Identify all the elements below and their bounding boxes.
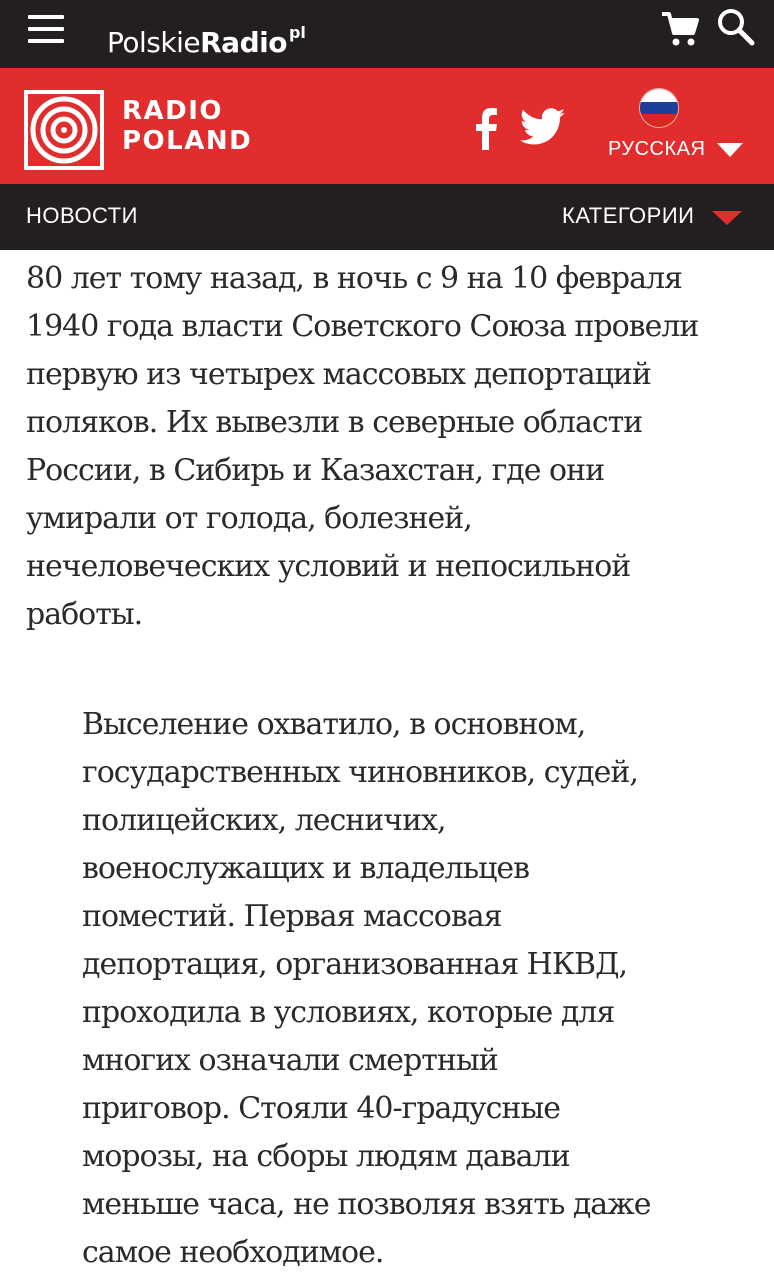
radio-poland-wordmark[interactable] xyxy=(122,96,252,156)
paragraph-line: многих означали смертный xyxy=(82,1043,498,1078)
logo-line-2: POLAND xyxy=(122,126,253,156)
paragraph-line: полицейских, лесничих, xyxy=(82,803,446,838)
language-selector[interactable] xyxy=(608,138,743,161)
article-paragraph-1 xyxy=(26,255,756,639)
paragraph-line: военослужащих и владельцев xyxy=(82,851,530,886)
chevron-down-icon xyxy=(712,211,742,225)
paragraph-line: морозы, на сборы людям давали xyxy=(82,1139,570,1174)
nav-categories-dropdown[interactable] xyxy=(562,203,742,229)
hamburger-menu-icon[interactable] xyxy=(28,15,64,43)
chevron-down-icon xyxy=(717,143,743,157)
twitter-icon[interactable] xyxy=(520,108,566,146)
paragraph-line: поместий. Первая массовая xyxy=(82,899,502,934)
category-nav xyxy=(0,184,774,250)
shopping-cart-icon[interactable] xyxy=(660,9,700,49)
paragraph-line: депортация, организованная НКВД, xyxy=(82,947,628,982)
language-label: РУССКАЯ xyxy=(608,138,706,160)
paragraph-line: первую из четырех массовых депортаций xyxy=(26,357,651,392)
paragraph-line: 80 лет тому назад, в ночь с 9 на 10 февраля xyxy=(26,261,682,296)
brand-sup-text: pl xyxy=(288,23,306,42)
paragraph-line: умирали от голода, болезней, xyxy=(26,501,472,536)
radio-poland-header xyxy=(0,68,774,184)
paragraph-line: государственных чиновников, судей, xyxy=(82,755,638,790)
brand-light-text: Polskie xyxy=(107,26,201,59)
polskie-radio-logo[interactable] xyxy=(107,15,306,61)
brand-bold-text: Radio xyxy=(200,26,287,59)
paragraph-line: меньше часа, не позволяя взять даже xyxy=(82,1187,651,1222)
article-blockquote xyxy=(82,701,762,1277)
nav-news-link[interactable]: НОВОСТИ xyxy=(26,203,138,228)
search-icon[interactable] xyxy=(716,7,756,47)
russia-flag-icon[interactable] xyxy=(640,89,678,127)
facebook-icon[interactable] xyxy=(470,106,500,150)
paragraph-line: Выселение охватило, в основном, xyxy=(82,707,586,742)
paragraph-line: приговор. Стояли 40-градусные xyxy=(82,1091,560,1126)
top-bar xyxy=(0,0,774,68)
paragraph-line: проходила в условиях, которые для xyxy=(82,995,615,1030)
radio-poland-logo-icon[interactable] xyxy=(24,90,104,170)
paragraph-line: 1940 года власти Советского Союза провели xyxy=(26,309,699,344)
nav-categories-label: КАТЕГОРИИ xyxy=(562,203,695,228)
paragraph-line: поляков. Их вывезли в северные области xyxy=(26,405,643,440)
paragraph-line: России, в Сибирь и Казахстан, где они xyxy=(26,453,605,488)
logo-line-1: RADIO xyxy=(122,96,224,126)
paragraph-line: работы. xyxy=(26,597,143,632)
paragraph-line: нечеловеческих условий и непосильной xyxy=(26,549,631,584)
paragraph-line: самое необходимое. xyxy=(82,1235,384,1270)
